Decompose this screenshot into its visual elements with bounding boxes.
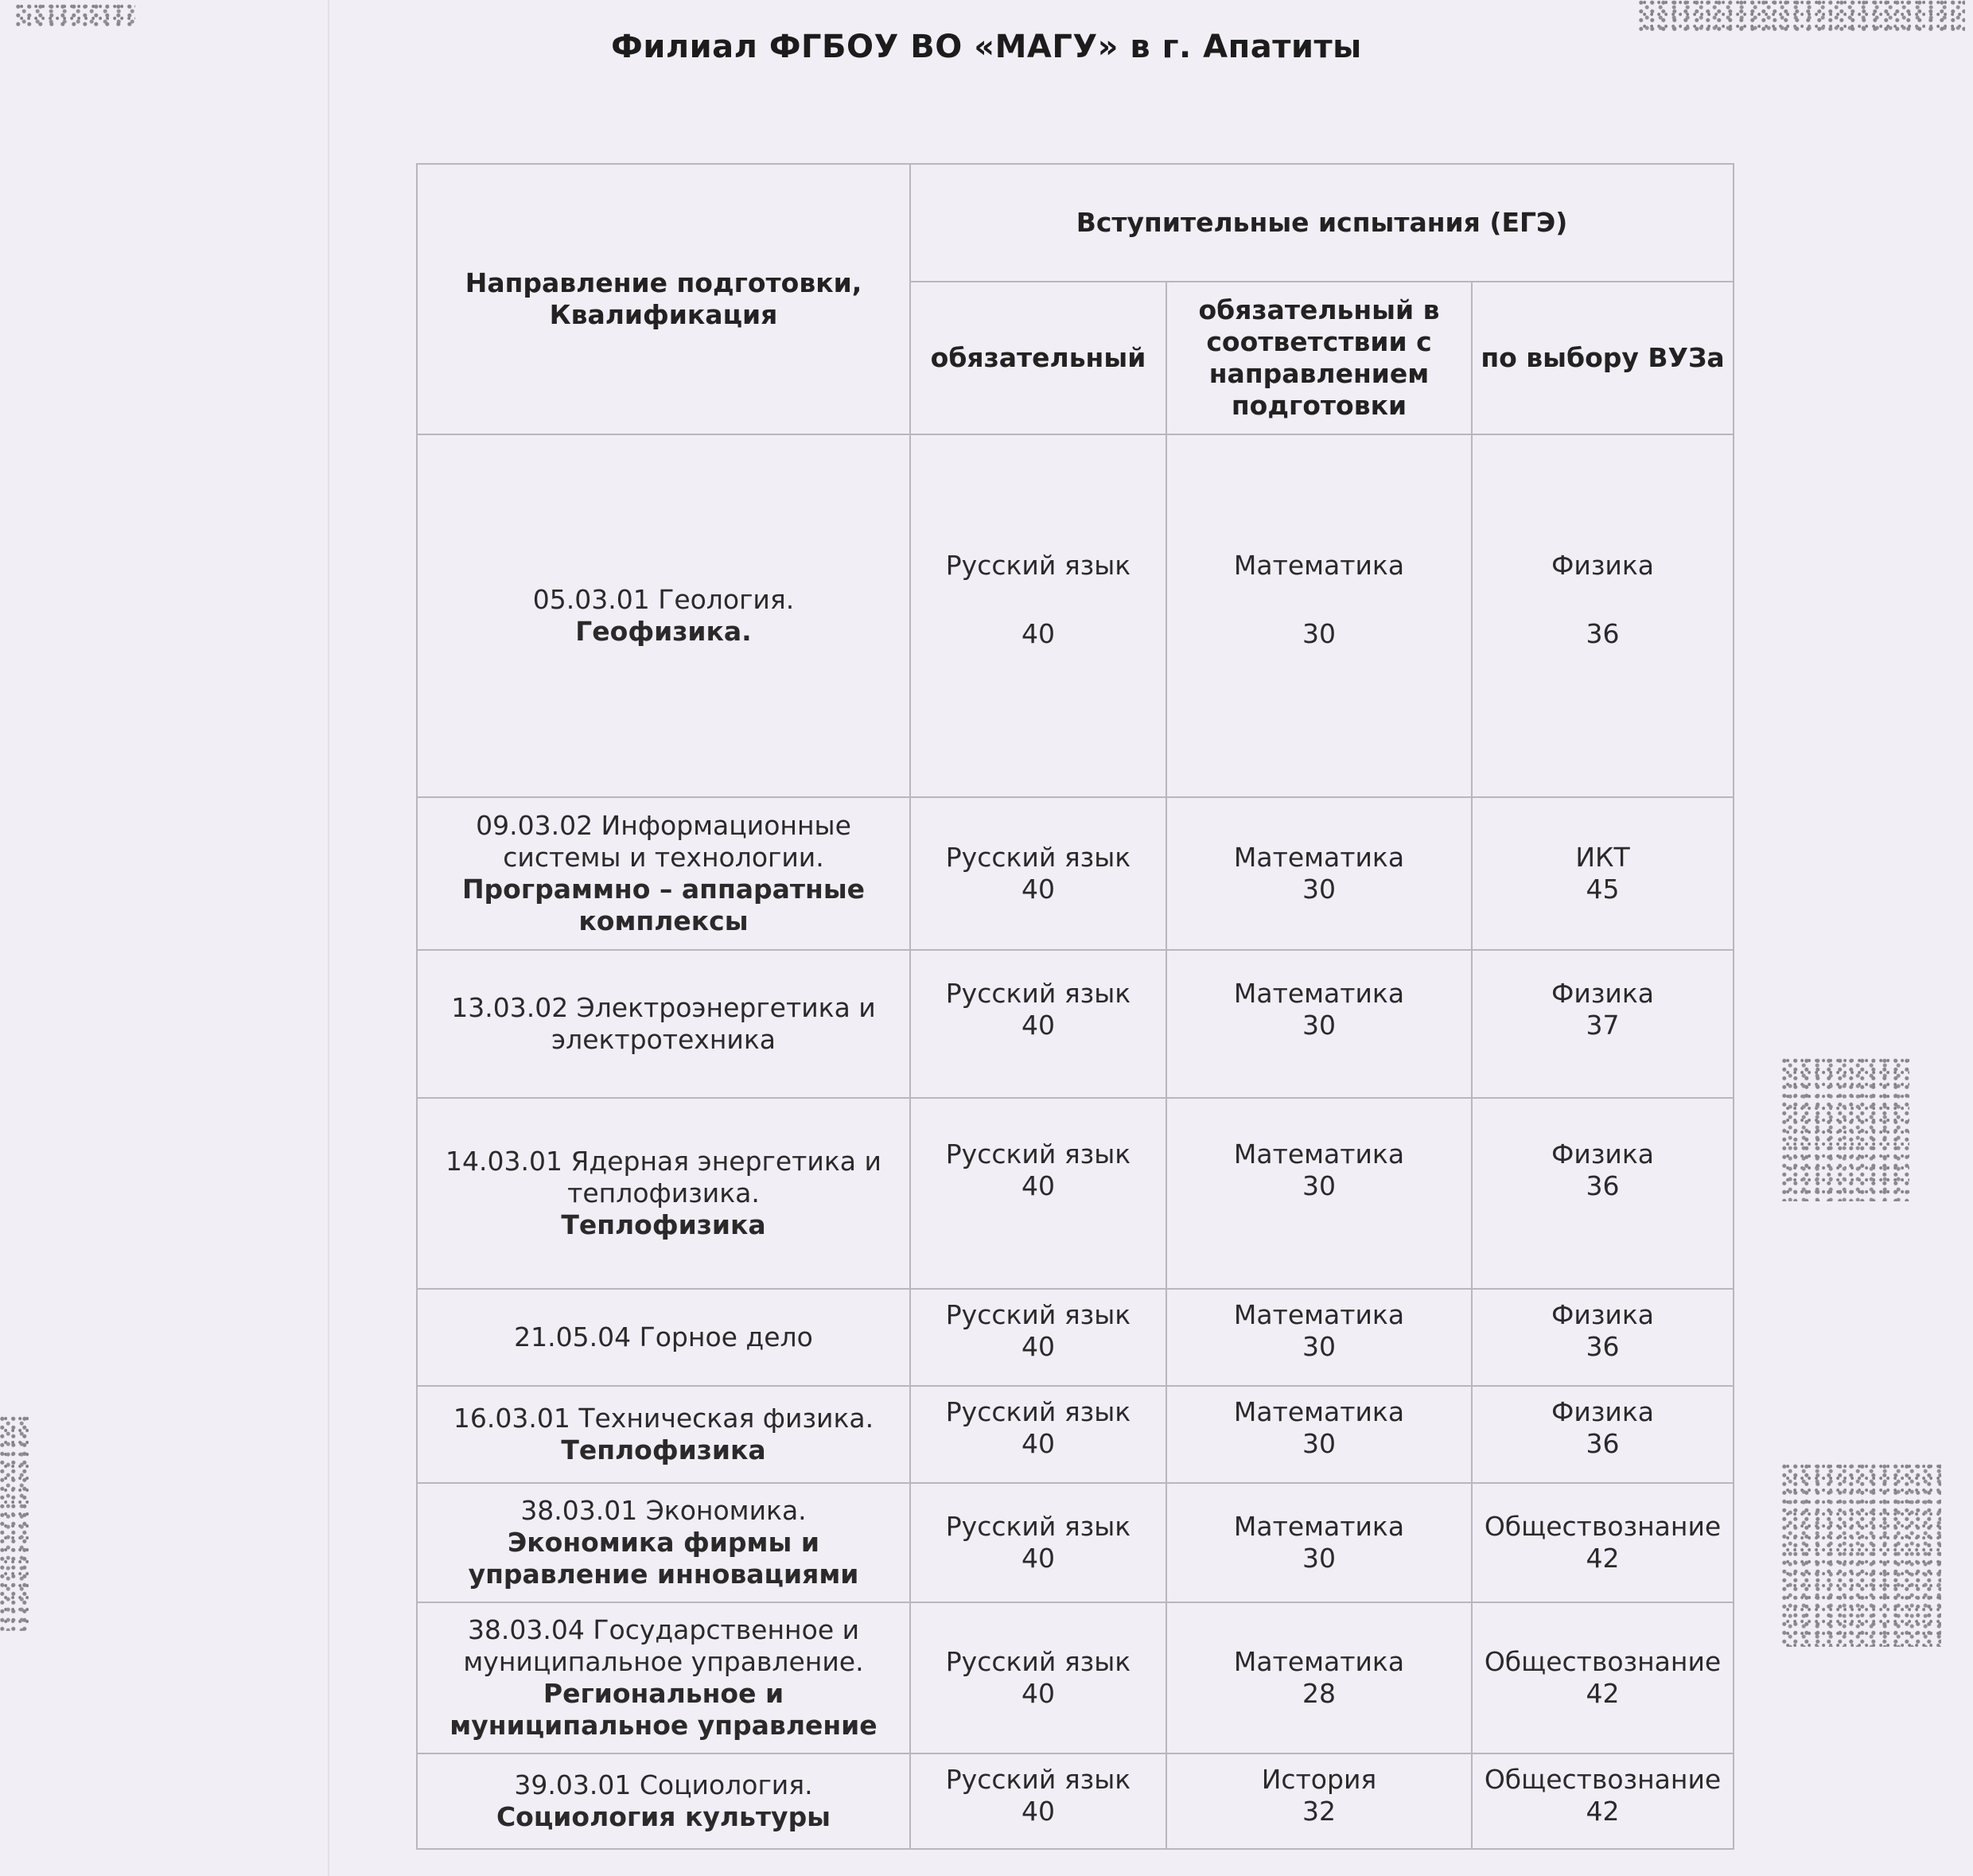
- direction-cell: [417, 1098, 910, 1289]
- direction-profile: Теплофизика: [561, 1434, 766, 1465]
- exam-cell-by-direction: [1166, 950, 1472, 1098]
- page-title: Филиал ФГБОУ ВО «МАГУ» в г. Апатиты: [611, 29, 1362, 65]
- exam-cell-by-choice: [1472, 1386, 1734, 1483]
- table-header-row: [417, 164, 1734, 282]
- exam-cell-mandatory: [910, 797, 1166, 950]
- exam-subject: Русский язык: [945, 1511, 1131, 1542]
- exam-subject: Физика: [1551, 1396, 1655, 1427]
- exam-subject: Обществознание: [1484, 1511, 1722, 1542]
- direction-profile: Геофизика.: [575, 616, 752, 647]
- table-row: [417, 434, 1734, 797]
- exam-score: 30: [1302, 1170, 1336, 1201]
- exam-score: 30: [1302, 1428, 1336, 1459]
- scan-artifact-top-right: [1639, 0, 1965, 32]
- exam-score: 36: [1586, 1331, 1620, 1362]
- exam-subject: Математика: [1233, 1138, 1405, 1170]
- exam-score: 30: [1302, 1543, 1336, 1574]
- direction-cell: [417, 950, 910, 1098]
- exam-cell-mandatory: [910, 434, 1166, 797]
- exam-score: 42: [1586, 1678, 1620, 1709]
- table-row: [417, 1602, 1734, 1753]
- direction-code-name: 14.03.01 Ядерная энергетика и теплофизика.: [446, 1146, 881, 1209]
- exam-cell-mandatory: [910, 1483, 1166, 1602]
- direction-profile: Экономика фирмы и управление инновациями: [468, 1527, 859, 1590]
- exam-subject: Физика: [1551, 978, 1655, 1009]
- exam-score: 45: [1586, 874, 1620, 905]
- direction-code-name: 05.03.01 Геология.: [532, 584, 795, 615]
- direction-profile: Региональное и муниципальное управление: [449, 1678, 878, 1741]
- exam-score: 40: [1022, 1543, 1055, 1574]
- exam-cell-by-direction: [1166, 1483, 1472, 1602]
- exam-cell-by-direction: [1166, 1289, 1472, 1386]
- exam-subject: Обществознание: [1484, 1764, 1722, 1795]
- exam-cell-by-direction: [1166, 1386, 1472, 1483]
- exam-cell-mandatory: [910, 1602, 1166, 1753]
- exam-subject: Русский язык: [945, 842, 1131, 873]
- direction-cell: [417, 797, 910, 950]
- exam-subject: Физика: [1551, 1299, 1655, 1330]
- direction-profile: Социология культуры: [496, 1801, 831, 1832]
- exam-subject: Физика: [1551, 550, 1655, 581]
- exam-cell-mandatory: [910, 950, 1166, 1098]
- admission-table: [416, 163, 1734, 1850]
- exam-score: 42: [1586, 1796, 1620, 1827]
- exam-cell-by-direction: [1166, 434, 1472, 797]
- direction-code-name: 21.05.04 Горное дело: [514, 1321, 813, 1353]
- exam-score: 30: [1302, 1010, 1336, 1041]
- exam-score: 40: [1022, 1010, 1055, 1041]
- exam-score: 36: [1586, 1170, 1620, 1201]
- direction-profile: Теплофизика: [561, 1209, 766, 1240]
- exam-cell-by-choice: [1472, 1289, 1734, 1386]
- page-fold-line: [328, 0, 329, 1876]
- table-row: [417, 797, 1734, 950]
- direction-cell: [417, 1602, 910, 1753]
- exam-score: 42: [1586, 1543, 1620, 1574]
- scan-artifact-right-1: [1782, 1058, 1909, 1201]
- exam-subject: Математика: [1233, 978, 1405, 1009]
- exam-cell-by-direction: [1166, 1753, 1472, 1849]
- mandatory-column-header: обязательный: [910, 282, 1166, 434]
- exam-cell-by-choice: [1472, 797, 1734, 950]
- table-row: [417, 1753, 1734, 1849]
- direction-code-name: 38.03.01 Экономика.: [520, 1495, 807, 1526]
- exam-score: 36: [1586, 618, 1620, 649]
- exams-group-header: Вступительные испытания (ЕГЭ): [910, 164, 1734, 282]
- exam-subject: Обществознание: [1484, 1646, 1722, 1677]
- exam-subject: Математика: [1233, 842, 1405, 873]
- direction-code-name: 09.03.02 Информационные системы и технологии.: [476, 810, 851, 873]
- exam-score: 40: [1022, 1331, 1055, 1362]
- exam-score: 30: [1302, 1331, 1336, 1362]
- exam-score: 32: [1302, 1796, 1336, 1827]
- exam-cell-by-choice: [1472, 1098, 1734, 1289]
- exam-subject: Русский язык: [945, 1299, 1131, 1330]
- exam-subject: История: [1261, 1764, 1377, 1795]
- exam-subject: Русский язык: [945, 550, 1131, 581]
- exam-cell-by-direction: [1166, 797, 1472, 950]
- exam-score: 40: [1022, 1428, 1055, 1459]
- exam-cell-by-choice: [1472, 950, 1734, 1098]
- exam-cell-by-choice: [1472, 434, 1734, 797]
- exam-subject: Русский язык: [945, 1764, 1131, 1795]
- direction-cell: [417, 1289, 910, 1386]
- exam-score: 30: [1302, 618, 1336, 649]
- direction-cell: [417, 1753, 910, 1849]
- scan-artifact-left: [0, 1416, 32, 1631]
- direction-code-name: 13.03.02 Электроэнергетика и электротехника: [451, 992, 876, 1055]
- by-direction-column-header: обязательный в соответствии с направлением подготовки: [1166, 282, 1472, 434]
- exam-cell-mandatory: [910, 1386, 1166, 1483]
- exam-score: 28: [1302, 1678, 1336, 1709]
- exam-score: 40: [1022, 618, 1055, 649]
- exam-cell-by-choice: [1472, 1753, 1734, 1849]
- exam-cell-mandatory: [910, 1289, 1166, 1386]
- exam-score: 37: [1586, 1010, 1620, 1041]
- exam-subject: Русский язык: [945, 1646, 1131, 1677]
- scan-artifact-top-left: [16, 4, 135, 28]
- by-choice-column-header: по выбору ВУЗа: [1472, 282, 1734, 434]
- exam-cell-by-direction: [1166, 1098, 1472, 1289]
- exam-subject: Русский язык: [945, 1138, 1131, 1170]
- exam-score: 40: [1022, 1170, 1055, 1201]
- direction-code-name: 16.03.01 Техническая физика.: [453, 1403, 874, 1434]
- direction-column-header: Направление подготовки, Квалификация: [417, 164, 910, 434]
- exam-subject: Русский язык: [945, 1396, 1131, 1427]
- exam-subject: Математика: [1233, 550, 1405, 581]
- direction-cell: [417, 1483, 910, 1602]
- exam-cell-mandatory: [910, 1753, 1166, 1849]
- direction-cell: [417, 1386, 910, 1483]
- direction-cell: [417, 434, 910, 797]
- exam-subject: Математика: [1233, 1299, 1405, 1330]
- direction-code-name: 39.03.01 Социология.: [514, 1769, 813, 1800]
- exam-cell-by-choice: [1472, 1483, 1734, 1602]
- exam-score: 40: [1022, 874, 1055, 905]
- exam-subject: Математика: [1233, 1511, 1405, 1542]
- exam-subject: ИКТ: [1575, 842, 1630, 873]
- exam-score: 36: [1586, 1428, 1620, 1459]
- exam-subject: Математика: [1233, 1646, 1405, 1677]
- table-row: [417, 1289, 1734, 1386]
- table-row: [417, 1098, 1734, 1289]
- direction-code-name: 38.03.04 Государственное и муниципальное управление.: [463, 1614, 864, 1677]
- exam-score: 30: [1302, 874, 1336, 905]
- scan-artifact-right-2: [1782, 1464, 1941, 1647]
- direction-profile: Программно – аппаратные комплексы: [461, 874, 866, 936]
- exam-subject: Физика: [1551, 1138, 1655, 1170]
- exam-cell-mandatory: [910, 1098, 1166, 1289]
- exam-subject: Математика: [1233, 1396, 1405, 1427]
- exam-cell-by-choice: [1472, 1602, 1734, 1753]
- exam-cell-by-direction: [1166, 1602, 1472, 1753]
- exam-score: 40: [1022, 1678, 1055, 1709]
- table-row: [417, 1483, 1734, 1602]
- table-row: [417, 1386, 1734, 1483]
- exam-subject: Русский язык: [945, 978, 1131, 1009]
- table-row: [417, 950, 1734, 1098]
- exam-score: 40: [1022, 1796, 1055, 1827]
